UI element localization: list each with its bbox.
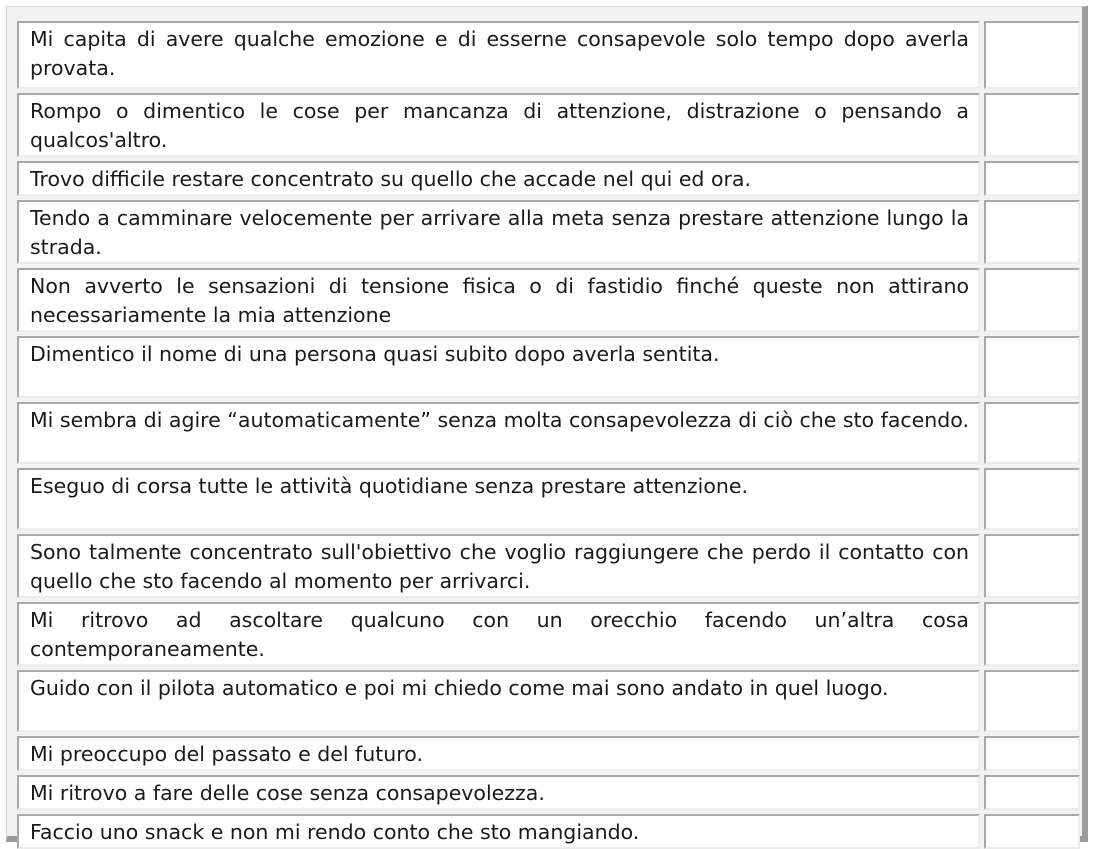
questionnaire-frame <box>6 6 1088 842</box>
item-text: Mi preoccupo del passato e del futuro. <box>30 742 423 766</box>
table-row <box>17 336 1080 398</box>
item-text-cell <box>17 468 980 530</box>
item-text-cell <box>17 670 980 732</box>
item-text: Mi sembra di agire “automaticamente” senza molta consapevolezza di ciò che sto facendo. <box>30 408 969 432</box>
item-text: Rompo o dimentico le cose per mancanza di attenzione, distrazione o pensando a qualcos'altro. <box>30 99 969 152</box>
answer-box[interactable] <box>984 161 1080 196</box>
item-text-cell <box>17 775 980 810</box>
answer-box[interactable] <box>984 93 1080 157</box>
table-row <box>17 775 1080 810</box>
answer-box[interactable] <box>984 402 1080 464</box>
answer-box[interactable] <box>984 468 1080 530</box>
table-row <box>17 670 1080 732</box>
item-text-cell <box>17 534 980 598</box>
table-row <box>17 200 1080 264</box>
item-text: Tendo a camminare velocemente per arrivare alla meta senza prestare attenzione lungo la strada. <box>30 206 969 259</box>
item-text: Eseguo di corsa tutte le attività quotidiane senza prestare attenzione. <box>30 474 749 498</box>
table-row <box>17 402 1080 464</box>
item-text: Mi ritrovo ad ascoltare qualcuno con un orecchio facendo un’altra cosa contemporaneamente. <box>30 608 969 661</box>
table-row <box>17 602 1080 666</box>
table-row <box>17 736 1080 771</box>
answer-box[interactable] <box>984 336 1080 398</box>
item-text-cell <box>17 336 980 398</box>
answer-box[interactable] <box>984 775 1080 810</box>
answer-box[interactable] <box>984 268 1080 332</box>
item-text: Non avverto le sensazioni di tensione fisica o di fastidio finché queste non attirano necessariamente la mia attenzione <box>30 274 969 327</box>
answer-box[interactable] <box>984 200 1080 264</box>
item-text-cell <box>17 736 980 771</box>
item-text: Sono talmente concentrato sull'obiettivo che voglio raggiungere che perdo il contatto con quello che sto facendo al momento per arrivarci. <box>30 540 969 593</box>
table-row <box>17 161 1080 196</box>
answer-box[interactable] <box>984 602 1080 666</box>
item-text-cell <box>17 814 980 849</box>
table-row <box>17 534 1080 598</box>
table-row <box>17 468 1080 530</box>
questionnaire-table <box>17 21 1080 849</box>
item-text-cell <box>17 161 980 196</box>
item-text: Trovo difficile restare concentrato su quello che accade nel qui ed ora. <box>30 167 752 191</box>
item-text-cell <box>17 402 980 464</box>
answer-box[interactable] <box>984 21 1080 89</box>
item-text-cell <box>17 200 980 264</box>
item-text: Mi ritrovo a fare delle cose senza consapevolezza. <box>30 781 545 805</box>
item-text: Guido con il pilota automatico e poi mi chiedo come mai sono andato in quel luogo. <box>30 676 889 700</box>
table-row <box>17 93 1080 157</box>
item-text-cell <box>17 602 980 666</box>
item-text: Mi capita di avere qualche emozione e di esserne consapevole solo tempo dopo averla provata. <box>30 27 969 80</box>
answer-box[interactable] <box>984 814 1080 849</box>
table-row <box>17 268 1080 332</box>
item-text-cell <box>17 268 980 332</box>
table-row <box>17 814 1080 849</box>
item-text: Faccio uno snack e non mi rendo conto che sto mangiando. <box>30 820 640 844</box>
table-row <box>17 21 1080 89</box>
answer-box[interactable] <box>984 534 1080 598</box>
answer-box[interactable] <box>984 670 1080 732</box>
item-text-cell <box>17 21 980 89</box>
item-text: Dimentico il nome di una persona quasi subito dopo averla sentita. <box>30 342 720 366</box>
answer-box[interactable] <box>984 736 1080 771</box>
item-text-cell <box>17 93 980 157</box>
